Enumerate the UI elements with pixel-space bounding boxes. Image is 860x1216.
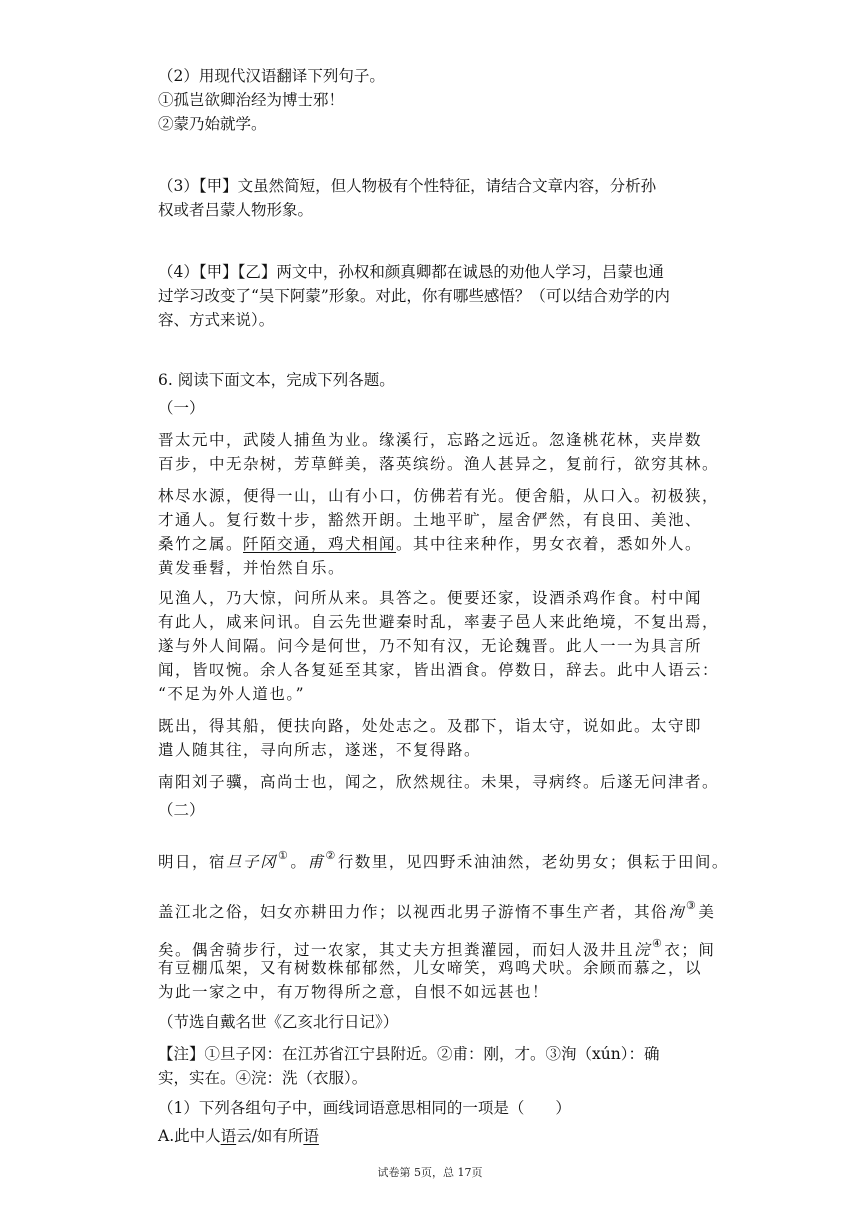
underlined-word: 语 (303, 1127, 319, 1145)
passage-line: 百步，中无杂树，芳草鲜美，落英缤纷。渔人甚异之，复前行，欲穷其林。 (158, 455, 720, 473)
question-6-title: 6. 阅读下面文本，完成下列各题。 (158, 371, 395, 389)
text-segment: 行数里，见四野禾油油然，老幼男女；俱耘于田间。 (337, 853, 729, 871)
passage-line: 黄发垂髫，并怡然自乐。 (158, 559, 346, 577)
text-segment: A.此中人 (158, 1127, 221, 1145)
passage-line: 有豆棚瓜架，又有树数株郁郁然，儿女啼笑，鸡鸣犬吠。余顾而慕之，以 (158, 959, 703, 977)
passage-line: 为此一家之中，有万物得所之意，自恨不如远甚也！ (158, 983, 550, 1001)
footnote-marker: ① (278, 849, 290, 862)
note-line: 【注】①旦子冈：在江苏省江宁县附近。②甫：刚，才。③洵（xún）：确 (158, 1045, 660, 1063)
subquestion-1: （1）下列各组句子中，画线词语意思相同的一项是（ ） (158, 1099, 571, 1117)
text-segment: 盖江北之俗，妇女亦耕田力作；以视西北男子游惰不事生产者，其俗 (158, 903, 669, 921)
passage-line (158, 896, 715, 922)
passage-line (158, 846, 729, 872)
q3-line: 权或者吕蒙人物形象。 (158, 201, 314, 219)
underlined-word: 语 (220, 1127, 237, 1145)
passage-line: 遣人随其往，寻向所志，遂迷，不复得路。 (158, 741, 482, 759)
passage-line: 晋太元中，武陵人捕鱼为业。缘溪行，忘路之远近。忽逢桃花林，夹岸数 (158, 431, 703, 449)
annotated-term: 洵 (668, 903, 686, 921)
page-footer: 试卷第 5页，总 17页 (377, 1166, 483, 1179)
q2-sentence-2: ②蒙乃始就学。 (158, 115, 267, 133)
footnote-marker: ② (325, 849, 337, 862)
part-2-heading: （二） (158, 801, 205, 819)
text-segment: 明日，宿 (158, 853, 227, 871)
text-segment: 衣；间 (664, 941, 716, 959)
annotated-term: 甫 (307, 853, 325, 871)
q2-sentence-1: ①孤岂欲卿治经为博士邪！ (158, 91, 345, 109)
text-segment: 云/如有所 (236, 1127, 304, 1145)
q4-line: （4）【甲】【乙】两文中，孙权和颜真卿都在诚恳的劝他人学习，吕蒙也通 (158, 263, 664, 281)
footnote-marker: ③ (686, 899, 698, 912)
passage-line: 闻，皆叹惋。余人各复延至其家，皆出酒食。停数日，辞去。此中人语云： (158, 661, 720, 679)
source-citation: （节选自戴名世《乙亥北行日记》） (158, 1013, 399, 1031)
text-segment: 矣。偶舍骑步行，过一农家，其丈夫方担粪灌园，而妇人汲井且 (158, 941, 635, 959)
passage-line: 见渔人，乃大惊，问所从来。具答之。便要还家，设酒杀鸡作食。村中闻 (158, 589, 703, 607)
text-segment: 桑竹之属。 (158, 535, 244, 553)
option-a (158, 1126, 319, 1146)
text-segment: 。 (290, 853, 308, 871)
passage-line: 有此人，咸来问讯。自云先世避秦时乱，率妻子邑人来此绝境，不复出焉， (158, 613, 720, 631)
text-segment: 。其中往来种作，男女衣着，悉如外人。 (396, 535, 703, 553)
passage-line: 遂与外人间隔。问今是何世，乃不知有汉，无论魏晋。此人一一为具言所 (158, 637, 703, 655)
underlined-phrase: 阡陌交通，鸡犬相闻 (243, 535, 397, 553)
passage-line: 才通人。复行数十步，豁然开朗。土地平旷，屋舍俨然，有良田、美池、 (158, 511, 703, 529)
passage-line: 南阳刘子骥，高尚士也，闻之，欣然规往。未果，寻病终。后遂无问津者。 (158, 773, 720, 791)
q4-line: 容、方式来说）。 (158, 311, 275, 329)
footnote-marker: ④ (652, 937, 664, 950)
part-1-heading: （一） (158, 399, 205, 417)
annotated-term: 浣 (634, 941, 652, 959)
passage-line: 既出，得其船，便扶向路，处处志之。及郡下，诣太守，说如此。太守即 (158, 717, 703, 735)
q2-stem: （2）用现代汉语翻译下列句子。 (158, 67, 385, 85)
annotated-term: 旦子冈 (226, 853, 278, 871)
passage-line: “不足为外人道也。” (158, 685, 306, 703)
passage-line: 林尽水源，便得一山，山有小口，仿佛若有光。便舍船，从口入。初极狭， (158, 487, 720, 505)
text-segment: 美 (698, 903, 716, 921)
passage-line (158, 534, 702, 554)
passage-line (158, 934, 715, 960)
note-line: 实，实在。④浣：洗（衣服）。 (158, 1069, 368, 1087)
q4-line: 过学习改变了“吴下阿蒙”形象。对此，你有哪些感悟？（可以结合劝学的内 (158, 287, 670, 305)
q3-line: （3）【甲】文虽然简短，但人物极有个性特征，请结合文章内容，分析孙 (158, 177, 657, 195)
